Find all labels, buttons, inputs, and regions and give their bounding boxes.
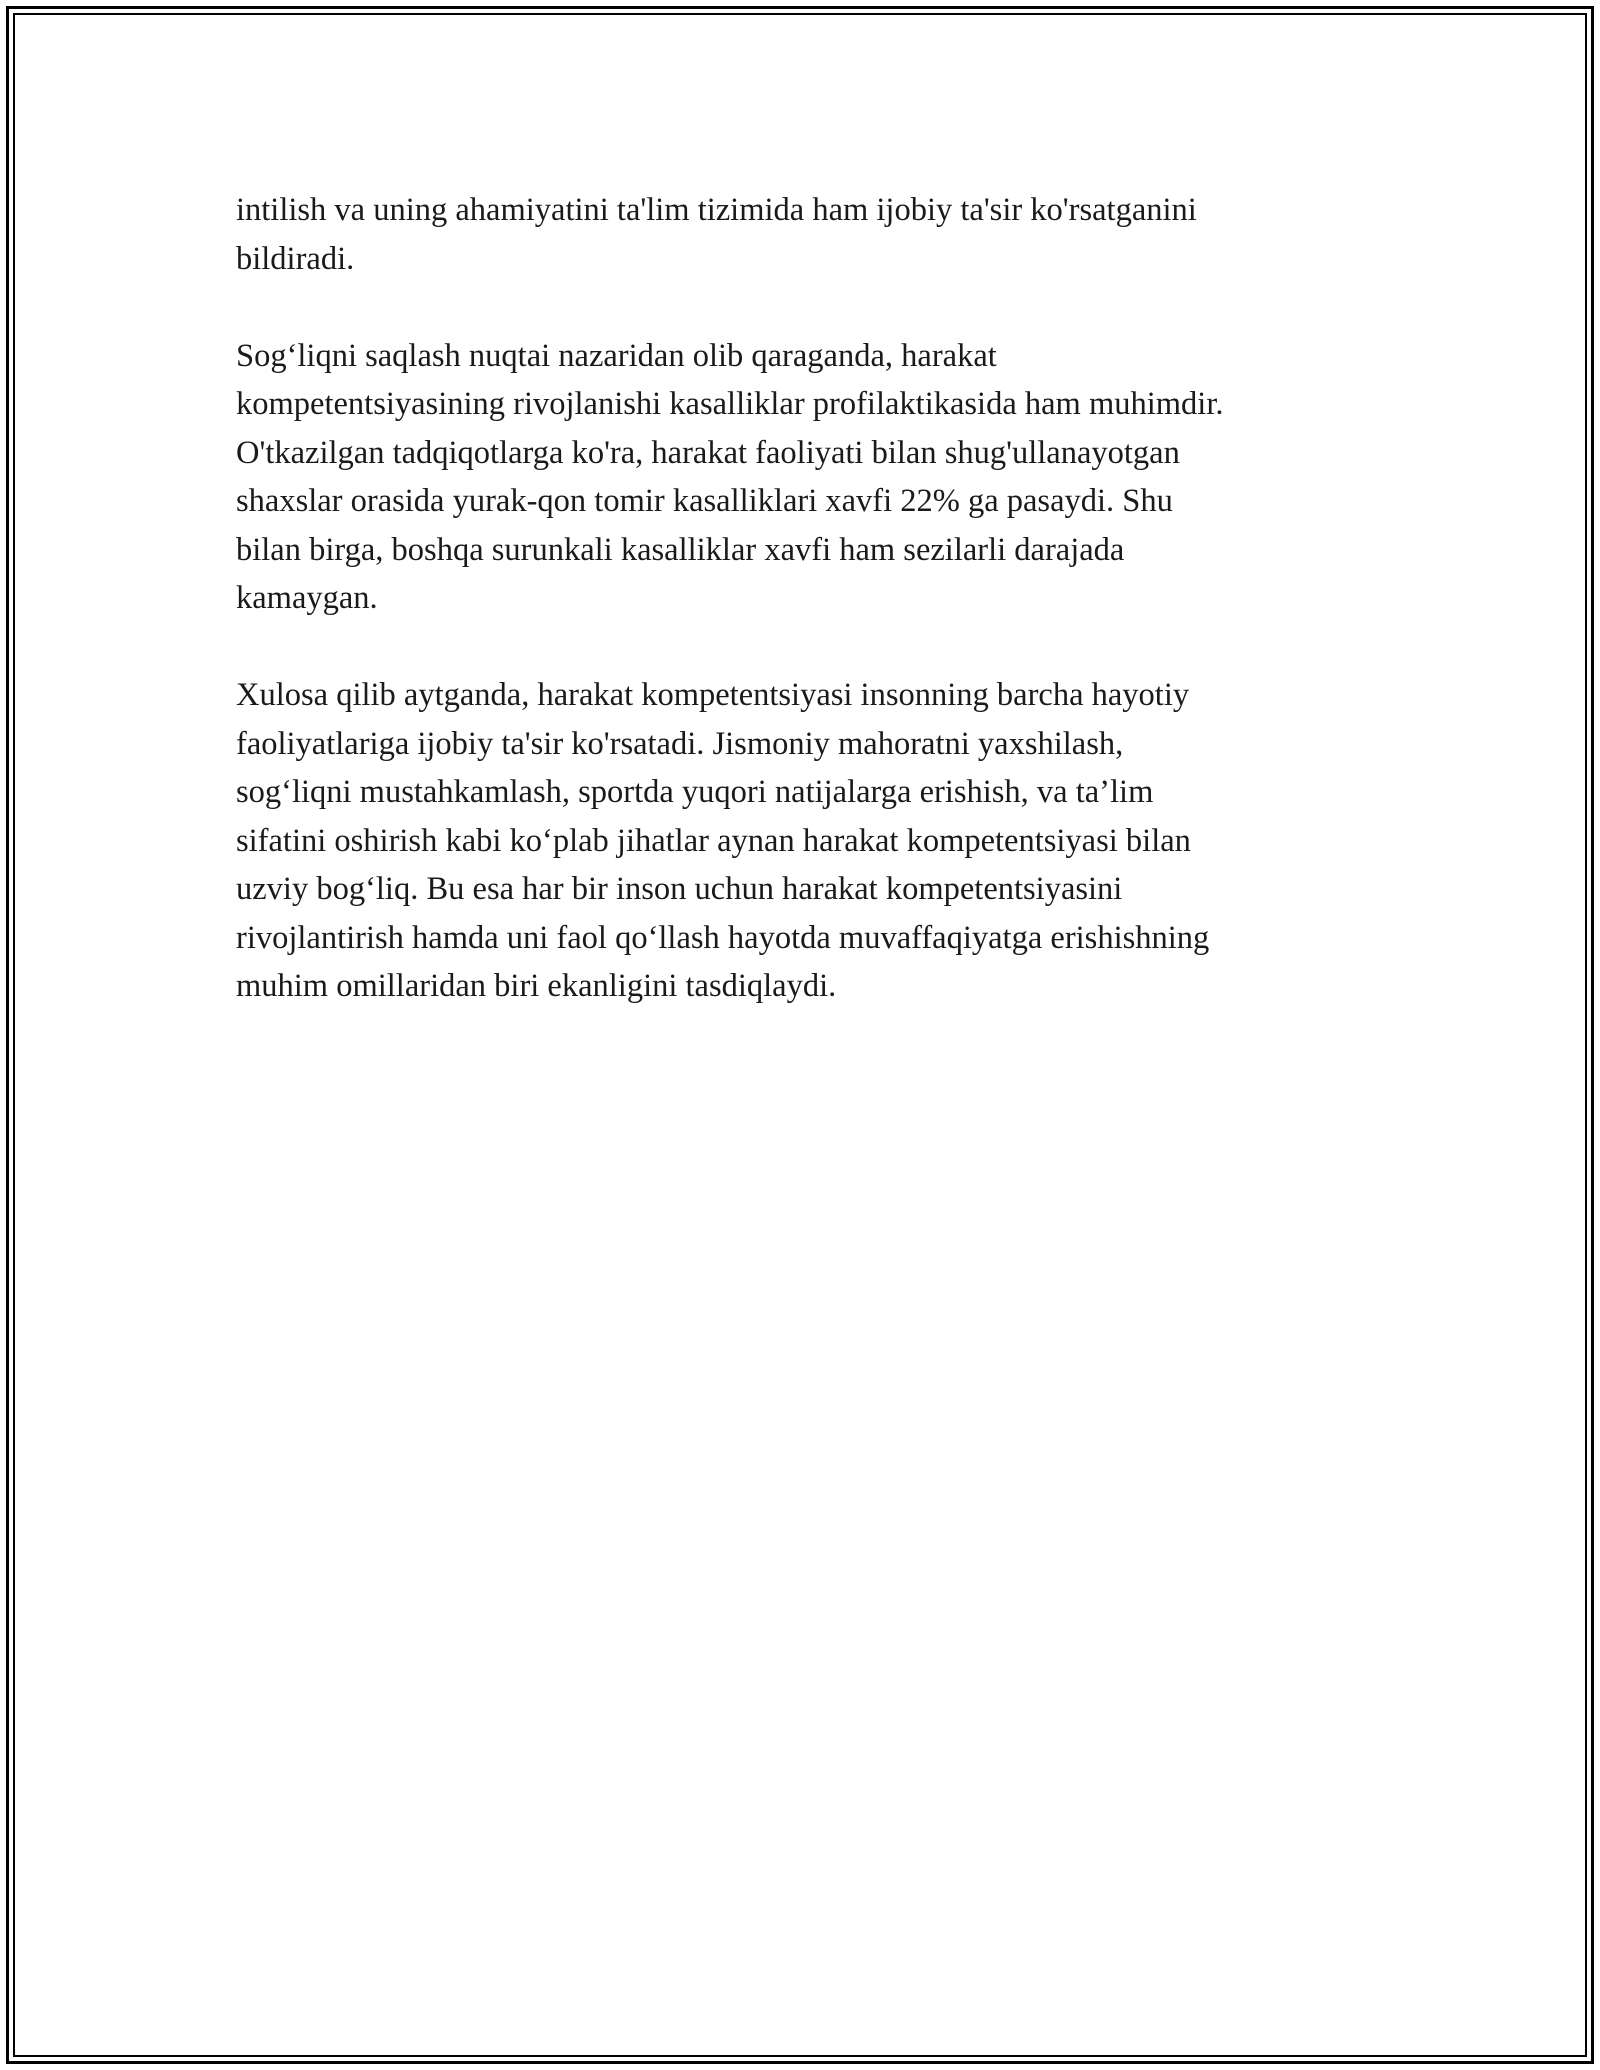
- text-line: muhim omillaridan biri ekanligini tasdiqlaydi.: [236, 968, 837, 1004]
- paragraph-1: [236, 186, 1366, 283]
- text-line: kamaygan.: [236, 580, 378, 616]
- text-line: uzviy bog‘liq. Bu esa har bir inson uchun harakat kompetentsiyasini: [236, 871, 1123, 907]
- text-line: kompetentsiyasining rivojlanishi kasalliklar profilaktikasida ham muhimdir.: [236, 386, 1224, 422]
- text-line: sifatini oshirish kabi ko‘plab jihatlar aynan harakat kompetentsiyasi bilan: [236, 822, 1191, 859]
- text-line: rivojlantirish hamda uni faol qo‘llash hayotda muvaffaqiyatga erishishning: [236, 919, 1210, 956]
- text-line: Xulosa qilib aytganda, harakat kompetentsiyasi insonning barcha hayotiy: [236, 677, 1190, 713]
- text-line: bilan birga, boshqa surunkali kasalliklar xavfi ham sezilarli darajada: [236, 531, 1125, 568]
- text-line: faoliyatlariga ijobiy ta'sir ko'rsatadi. Jismoniy mahoratni yaxshilash,: [236, 725, 1124, 762]
- text-line: Sog‘liqni saqlash nuqtai nazaridan olib qaraganda, harakat: [236, 337, 997, 374]
- text-line: bildiradi.: [236, 240, 355, 277]
- text-line: intilish va uning ahamiyatini ta'lim tizimida ham ijobiy ta'sir ko'rsatganini: [236, 192, 1197, 228]
- document-body: [236, 186, 1366, 1059]
- text-line: sog‘liqni mustahkamlash, sportda yuqori natijalarga erishish, va ta’lim: [236, 774, 1154, 810]
- paragraph-2: [236, 332, 1366, 623]
- text-line: O'tkazilgan tadqiqotlarga ko'ra, harakat faoliyati bilan shug'ullanayotgan: [236, 434, 1180, 471]
- text-line: shaxslar orasida yurak-qon tomir kasalliklari xavfi 22% ga pasaydi. Shu: [236, 483, 1173, 519]
- paragraph-3: [236, 671, 1366, 1011]
